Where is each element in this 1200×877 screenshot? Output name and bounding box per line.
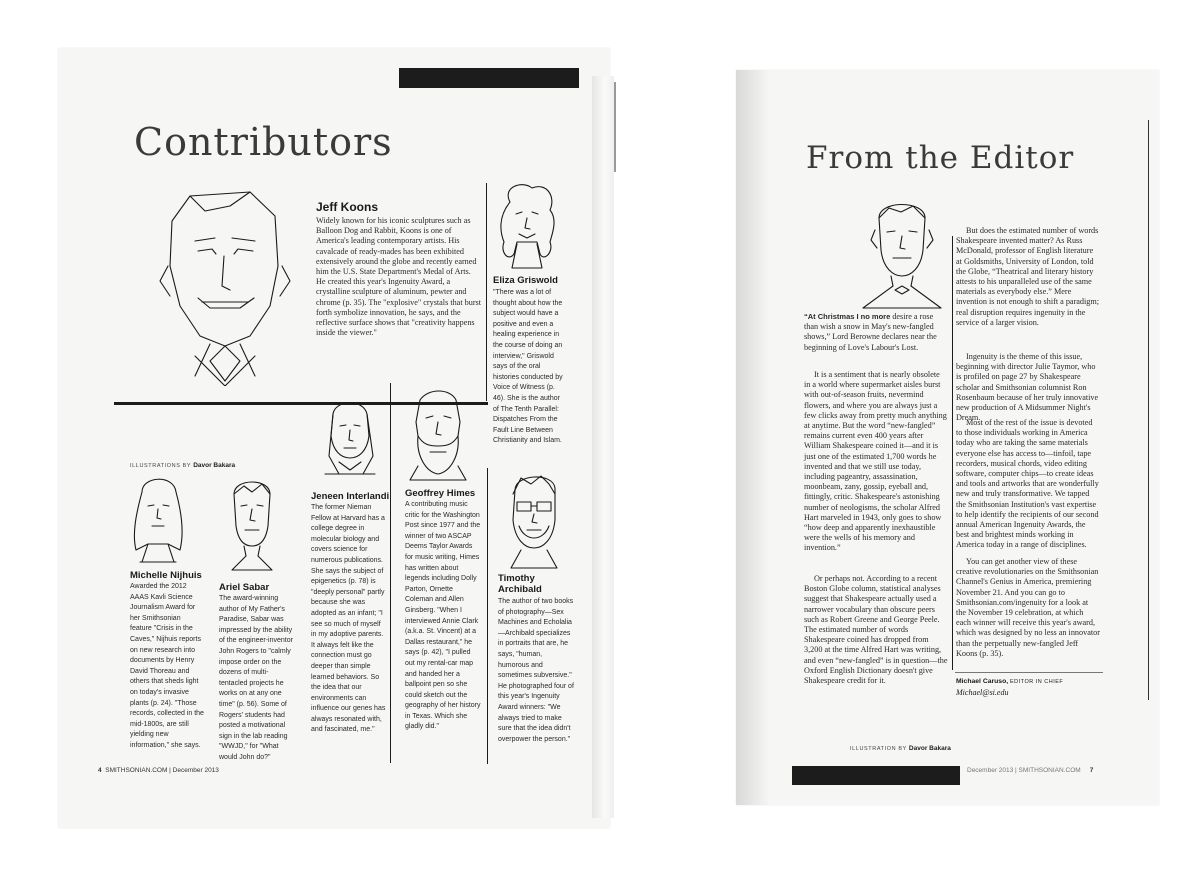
page-number-right: 7 xyxy=(1089,767,1094,774)
contributor-bio-griswold: "There was a lot of thought about how the subject would have a positive and even a healing experience in the course of doing an interview," Griswold says of the oral histories conducted by Voice of Witness (p. 46). She is the author of The Tenth Parallel: Dispatches From the Fault Line Between Christianity and Islam. xyxy=(493,289,563,445)
portrait-michelle-nijhuis xyxy=(126,474,190,564)
portrait-timothy-archibald xyxy=(497,470,571,570)
editor-column-2-p3: Most of the rest of the issue is devoted to those individuals working in America today who are taking the same materials everyone else has access to—tinfoil, tape recorders, musical chords, video editing software, computer chips—to create ideas and tools and artworks that are wonderfully new and truly transformative. We tapped the Smithsonian Institution's vast expertise to help identify the recipients of our second annual American Ingenuity Awards, the best and brightest minds working in America today in a range of disciplines. xyxy=(956,418,1099,550)
column-divider xyxy=(390,383,391,763)
editor-signature xyxy=(956,678,1063,685)
page-footer-right: December 2013 | SMITHSONIAN.COM xyxy=(967,767,1081,774)
page-footer-left: SMITHSONIAN.COM | December 2013 xyxy=(105,767,219,774)
editor-p1-text: desire a rose than wish a snow in May's new-fangled shows,” Lord Berowne declares near the beginning of Love's Labour's Lost. xyxy=(804,312,937,352)
portrait-michael-caruso xyxy=(855,198,949,310)
contributor-name-interlandi: Jeneen Interlandi xyxy=(311,491,390,502)
illustration-credit-prefix: ILLUSTRATION BY xyxy=(850,746,907,752)
signature-rule xyxy=(955,672,1103,673)
portrait-jeff-koons xyxy=(150,186,300,386)
contributor-bio-archibald: The author of two books of photography—Sex Machines and Echolalia—Archibald specializes in portraits that are, he says, "human, humorous and sometimes subversive." He photographed four of this year's Ingenuity Award winners: "We always tried to make sure that the idea didn't overpower the person." xyxy=(498,598,574,743)
contributor-bio-koons: Widely known for his iconic sculptures such as Balloon Dog and Rabbit, Koons is one of America's leading contemporary artists. His cavalcade of ready-mades has been exhibited extensively around the globe and recently earned him the U.S. State Department's Medal of Arts. He created this year's Ingenuity Award, a crystalline sculpture of aluminum, pewter and chrome (p. 35). The "explosive" crystals that burst forth symbolize innovation, he says, and the reflective surface shows that "creativity happens inside the viewer." xyxy=(316,216,482,338)
page-title: From the Editor xyxy=(806,140,1075,176)
illustration-credit xyxy=(850,745,951,752)
page-number-left: 4 xyxy=(98,767,102,774)
contributor-bio-nijhuis: Awarded the 2012 AAAS Kavli Science Journalism Award for her Smithsonian feature "Crisis in the Caves," Nijhuis reports on new research into documents by Henry David Thoreau and others that sheds light on today's invasive plants (p. 24). "Those records, collected in the mid-1800s, are still yielding new information," she says. xyxy=(130,583,204,749)
column-divider xyxy=(952,236,953,670)
illustrations-credit-name: Davor Bakara xyxy=(193,462,236,469)
portrait-eliza-griswold xyxy=(492,182,562,270)
page-title: Contributors xyxy=(134,120,393,164)
editor-lead-in: “At Christmas I no more xyxy=(804,312,891,321)
editor-email: Michael@si.edu xyxy=(956,688,1009,697)
contributor-bio-interlandi: The former Nieman Fellow at Harvard has a college degree in molecular biology and covers science for numerous publications. She says the subject of epigenetics (p. 78) is "deeply personal" partly because she was adopted as an infant; "I see so much of myself in my adoptive parents. It always felt like the connection must go deeper than simple learned behaviors. So the idea that our environments can influence our genes has always resonated with, and fascinated, me." xyxy=(311,504,386,734)
editor-column-2-p1: But does the estimated number of words Shakespeare invented matter? As Russ McDonald, professor of English literature at Goldsmiths, University of London, told the Globe, “Theatrical and literary history attests to his unparalleled use of the same materials as everybody else.” Mere invention is not enough to shift a paradigm; real disruption requires ingenuity in the service of a larger vision. xyxy=(956,226,1100,327)
contributor-name-griswold: Eliza Griswold xyxy=(493,275,558,286)
contributor-bio-himes: A contributing music critic for the Washington Post since 1977 and the winner of two ASCAP Deems Taylor Awards for music writing, Himes has written about legends including Dolly Parton, Ornette Coleman and Allen Ginsberg. "When I interviewed Annie Clark (a.k.a. St. Vincent) at a Dallas restaurant," he says (p. 42), "I pulled out my rental-car map and handed her a ballpoint pen so she could sketch out the geography of her history in Texas. Which she gladly did." xyxy=(405,501,481,731)
contributor-name-archibald-first: Timothy xyxy=(498,573,535,584)
page-fold-shadow xyxy=(592,76,614,818)
contributor-name-nijhuis: Michelle Nijhuis xyxy=(130,570,202,581)
portrait-geoffrey-himes xyxy=(398,386,478,482)
illustrations-credit xyxy=(130,462,235,469)
editor-title: EDITOR IN CHIEF xyxy=(1010,679,1064,685)
editor-column-1-p1 xyxy=(804,312,948,353)
page-folio-left xyxy=(98,767,219,774)
portrait-ariel-sabar xyxy=(222,476,282,572)
editor-column-1-p2: It is a sentiment that is nearly obsolete in a world where supermarket aisles burst with out-of-season fruits, nevermind flowers, and where you are always just a few clicks away from pretty much anything at anytime. But the word “new-fangled” remains current even 400 years after William Shakespeare coined it—and it is just one of the estimated 1,700 words he invented and that we still use today, including pageantry, assassination, moonbeam, zany, gossip, eyeball and, fittingly, critic. Shakespeare's astonishing number of neologisms, the scholar Alfred Hart marveled in 1943, only goes to show “how deep and apparently inexhaustible were the wells of his memory and invention.” xyxy=(804,370,947,553)
editor-column-2-p2: Ingenuity is the theme of this issue, beginning with director Julie Taymor, who is profiled on page 27 by Shakespeare scholar and Smithsonian columnist Ron Rosenbaum because of her truly innovative new production of A Midsummer Night's Dream. xyxy=(956,352,1099,423)
next-page-edge xyxy=(1148,120,1157,700)
contributor-name-archibald-last: Archibald xyxy=(498,584,542,595)
page-header-bar xyxy=(399,68,579,88)
editor-name: Michael Caruso, xyxy=(956,678,1009,685)
next-page-edge xyxy=(614,82,616,172)
illustration-credit-name: Davor Bakara xyxy=(908,745,951,752)
contributor-bio-sabar: The award-winning author of My Father's Paradise, Sabar was impressed by the ability of the engineer-inventor John Rogers to "calmly impose order on the dozens of multi-tentacled projects he works on at any one time" (p. 56). Some of Rogers' students had posted a motivational sign in the lab reading "WWJD," for "What would John do?" xyxy=(219,595,293,761)
portrait-jeneen-interlandi xyxy=(315,396,385,478)
contributor-name-sabar: Ariel Sabar xyxy=(219,582,270,593)
editor-column-1-p3: Or perhaps not. According to a recent Boston Globe column, statistical analyses suggest that Shakespeare actually used a narrower vocabulary than obscure peers such as Robert Greene and George Peele. The estimated number of words Shakespeare coined has dropped from 3,200 at the time Alfred Hart was writing, and even “new-fangled” is in question—the Oxford English Dictionary doesn't give Shakespeare credit for it. xyxy=(804,574,948,686)
page-footer-bar xyxy=(792,766,960,785)
illustrations-credit-prefix: ILLUSTRATIONS BY xyxy=(130,463,192,469)
contributor-name-koons: Jeff Koons xyxy=(316,200,379,214)
contributor-name-himes: Geoffrey Himes xyxy=(405,488,476,499)
editor-column-2-p4: You can get another view of these creative revolutionaries on the Smithsonian Channel's Genius in America, premiering November 21. And you can go to Smithsonian.com/ingenuity for a look at the November 19 celebration, at which each winner will receive this year's award, which was designed by no less an innovator than the perpetually new-fangled Jeff Koons (p. 35). xyxy=(956,557,1100,658)
column-divider xyxy=(487,468,488,764)
page-gutter-shadow xyxy=(736,70,770,805)
page-folio-right xyxy=(967,767,1093,774)
column-divider xyxy=(486,183,487,401)
